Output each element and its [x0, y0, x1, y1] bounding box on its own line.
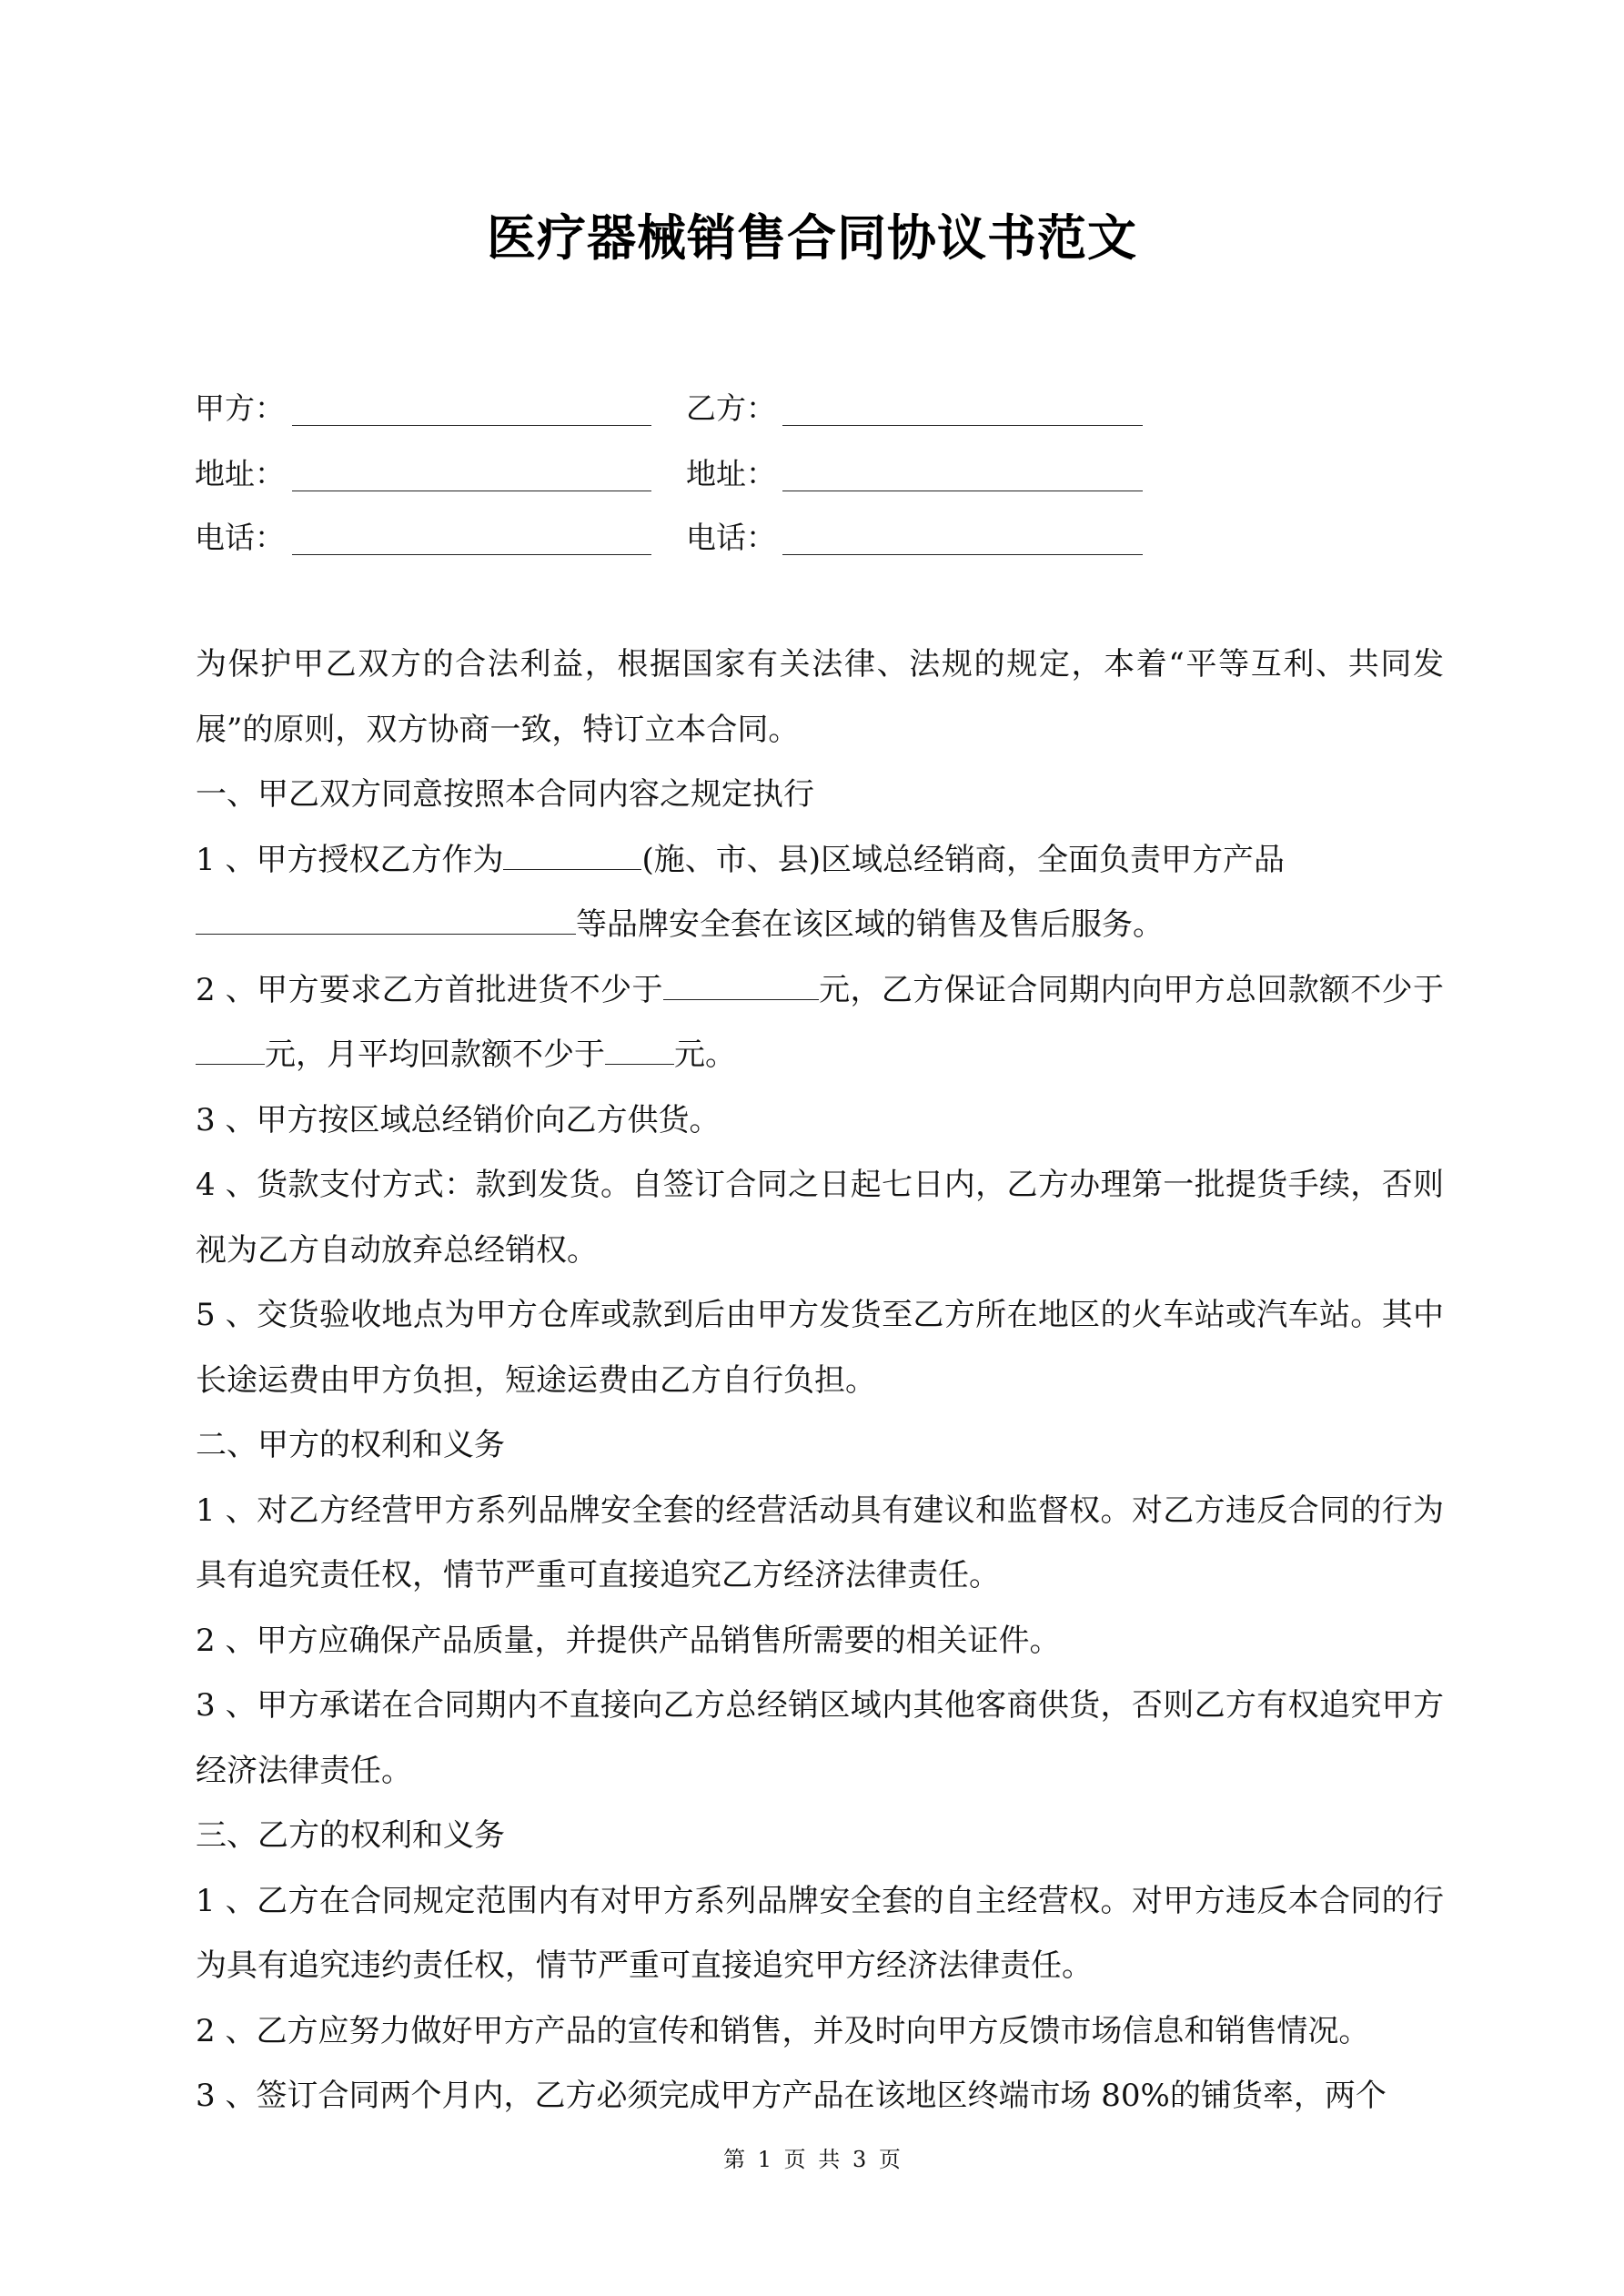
party-a-address-field	[195, 450, 659, 496]
fill-in-blank[interactable]	[503, 842, 641, 870]
contract-paragraph	[196, 1804, 1444, 1869]
party-a-address-label: 地址：	[195, 456, 285, 491]
contract-paragraph	[196, 828, 1444, 958]
contract-paragraph	[196, 1283, 1444, 1413]
fill-in-blank[interactable]	[196, 1037, 265, 1065]
party-b-phone-blank[interactable]	[782, 554, 1143, 555]
contract-paragraph	[196, 1609, 1444, 1674]
party-b-name-label: 乙方：	[686, 390, 776, 426]
party-b-phone-label: 电话：	[686, 520, 776, 555]
paragraph-text: 5 、交货验收地点为甲方仓库或款到后由甲方发货至乙方所在地区的火车站或汽车站。其中长途运费由甲方负担，短途运费由乙方自行负担。	[196, 1297, 1444, 1399]
party-row-phone	[195, 514, 1195, 560]
paragraph-text: 1 、对乙方经营甲方系列品牌安全套的经营活动具有建议和监督权。对乙方违反合同的行为具有追究责任权，情节严重可直接追究乙方经济法律责任。	[196, 1492, 1444, 1593]
party-a-phone-field	[195, 514, 659, 560]
paragraph-text: 元，乙方保证合同期内向甲方总回款额不少于	[818, 971, 1444, 1008]
paragraph-text: 4 、货款支付方式：款到发货。自签订合同之日起七日内，乙方办理第一批提货手续，否则视为乙方自动放弃总经销权。	[196, 1167, 1444, 1269]
party-b-phone-field	[686, 514, 1150, 560]
paragraph-text: 二、甲方的权利和义务	[196, 1427, 505, 1463]
paragraph-text: (施、市、县)区域总经销商，全面负责甲方产品	[641, 841, 1285, 878]
party-b-address-label: 地址：	[686, 456, 776, 491]
contract-paragraph	[196, 1479, 1444, 1609]
fill-in-blank[interactable]	[196, 906, 576, 935]
paragraph-text: 3 、甲方按区域总经销价向乙方供货。	[196, 1101, 721, 1138]
party-b-name-field	[686, 385, 1150, 430]
party-row-name	[195, 385, 1195, 430]
paragraph-text: 2 、乙方应努力做好甲方产品的宣传和销售，并及时向甲方反馈市场信息和销售情况。	[196, 2012, 1370, 2049]
paragraph-text: 一、甲乙双方同意按照本合同内容之规定执行	[196, 776, 814, 813]
paragraph-text: 3 、甲方承诺在合同期内不直接向乙方总经销区域内其他客商供货，否则乙方有权追究甲方经济法律责任。	[196, 1687, 1444, 1789]
paragraph-text: 三、乙方的权利和义务	[196, 1817, 505, 1854]
contract-paragraph	[196, 1999, 1444, 2065]
contract-paragraph	[196, 632, 1444, 763]
contract-paragraph	[196, 2064, 1444, 2129]
paragraph-text: 3 、签订合同两个月内，乙方必须完成甲方产品在该地区终端市场 80%的铺货率，两个	[196, 2078, 1387, 2114]
party-a-name-blank[interactable]	[292, 425, 651, 426]
contract-paragraph	[196, 1413, 1444, 1479]
paragraph-text: 为保护甲乙双方的合法利益，根据国家有关法律、法规的规定，本着“平等互利、共同发展”的原则，双方协商一致，特订立本合同。	[196, 646, 1444, 748]
fill-in-blank[interactable]	[605, 1037, 674, 1065]
party-a-name-field	[195, 385, 659, 430]
contract-paragraph	[196, 1869, 1444, 1999]
party-b-name-blank[interactable]	[782, 425, 1143, 426]
party-a-name-label: 甲方：	[195, 390, 285, 426]
contract-paragraph	[196, 1088, 1444, 1154]
party-row-address	[195, 450, 1195, 496]
contract-paragraph	[196, 1153, 1444, 1283]
paragraph-text: 1 、甲方授权乙方作为	[196, 841, 504, 878]
party-b-address-field	[686, 450, 1150, 496]
contract-paragraph	[196, 1674, 1444, 1804]
paragraph-text: 元，月平均回款额不少于	[265, 1037, 605, 1073]
page-number-footer: 第 1 页 共 3 页	[723, 2147, 901, 2172]
contract-paragraph	[196, 958, 1444, 1088]
paragraph-text: 元。	[674, 1037, 736, 1073]
contract-body	[196, 632, 1444, 2129]
paragraph-text: 1 、乙方在合同规定范围内有对甲方系列品牌安全套的自主经营权。对甲方违反本合同的行为具有追究违约责任权，情节严重可直接追究甲方经济法律责任。	[196, 1882, 1444, 1984]
paragraph-text: 等品牌安全套在该区域的销售及售后服务。	[576, 906, 1164, 943]
paragraph-text: 2 、甲方要求乙方首批进货不少于	[196, 971, 663, 1008]
document-title: 医疗器械销售合同协议书范文	[487, 209, 1137, 267]
party-a-phone-blank[interactable]	[292, 554, 651, 555]
contract-paragraph	[196, 763, 1444, 828]
party-a-phone-label: 电话：	[195, 520, 285, 555]
fill-in-blank[interactable]	[663, 972, 819, 1000]
paragraph-text: 2 、甲方应确保产品质量，并提供产品销售所需要的相关证件。	[196, 1622, 1061, 1659]
